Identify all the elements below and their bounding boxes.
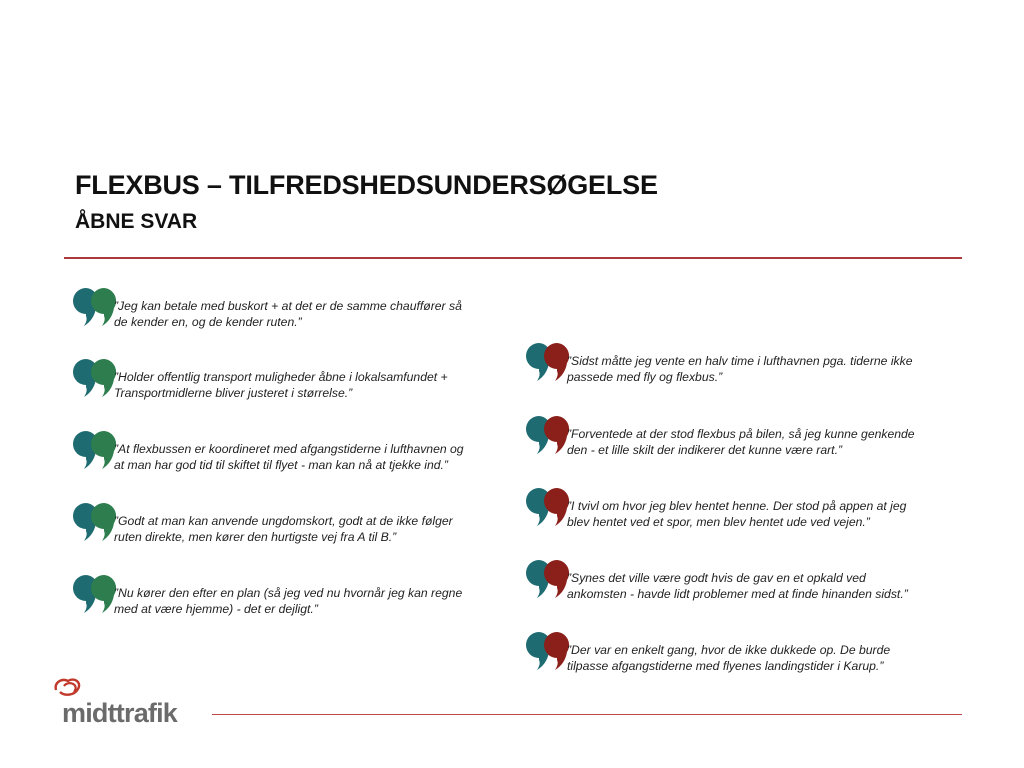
quote-item: [525, 558, 939, 602]
quote-text: ”Godt at man kan anvende ungdomskort, godt at de ikke følger ruten direkte, men kører den hurtigste vej fra A til B.”: [114, 514, 453, 544]
quote-text: ”At flexbussen er koordineret med afgangstiderne i lufthavnen og at man har god tid til skiftet til flyet - man kan nå at tjekke ind.”: [114, 442, 464, 472]
quote-green-icon: [72, 286, 120, 328]
quote-red-icon: [525, 630, 573, 672]
quote-item: [525, 486, 939, 530]
quote-text: ”Sidst måtte jeg vente en halv time i lufthavnen pga. tiderne ikke passede med fly og flexbus.”: [567, 354, 913, 384]
header-divider: [64, 257, 962, 259]
quote-green-icon: [72, 501, 120, 543]
quote-item: [72, 357, 486, 401]
quote-text: ”Jeg kan betale med buskort + at det er de samme chauffører så de kender en, og de kender ruten.”: [114, 299, 462, 329]
quote-item: [72, 429, 486, 473]
quote-text: ”I tvivl om hvor jeg blev hentet henne. Der stod på appen at jeg blev hentet ved et spor, men blev hentet ude ved vejen.”: [567, 499, 907, 529]
quote-item: [525, 414, 939, 458]
footer-divider: [212, 714, 962, 715]
quote-item: [72, 573, 486, 617]
quote-green-icon: [72, 357, 120, 399]
quote-text: ”Nu kører den efter en plan (så jeg ved nu hvornår jeg kan regne med at være hjemme) - det er dejligt.”: [114, 586, 463, 616]
quote-text: ”Synes det ville være godt hvis de gav en et opkald ved ankomsten - havde lidt problemer med at finde hinanden sidst.”: [567, 571, 908, 601]
quote-text: ”Der var en enkelt gang, hvor de ikke dukkede op. De burde tilpasse afgangstiderne med flyenes landingstider i Karup.”: [567, 643, 891, 673]
quote-red-icon: [525, 558, 573, 600]
quote-green-icon: [72, 573, 120, 615]
page-subtitle: ÅBNE SVAR: [75, 210, 198, 233]
quote-item: [72, 286, 486, 330]
quote-text: ”Forventede at der stod flexbus på bilen, så jeg kunne genkende den - et lille skilt der indikerer det kunne være rart.”: [567, 427, 915, 457]
quote-text: ”Holder offentlig transport muligheder åbne i lokalsamfundet + Transportmidlerne bliver justeret i størrelse.”: [114, 370, 448, 400]
quote-red-icon: [525, 486, 573, 528]
quote-item: [525, 630, 939, 674]
quote-red-icon: [525, 414, 573, 456]
page-title: FLEXBUS – TILFREDSHEDSUNDERSØGELSE: [75, 170, 658, 200]
quote-green-icon: [72, 429, 120, 471]
quote-red-icon: [525, 341, 573, 383]
midttrafik-logo-text: midttrafik: [62, 698, 178, 728]
quote-item: [72, 501, 486, 545]
quote-item: [525, 341, 939, 385]
